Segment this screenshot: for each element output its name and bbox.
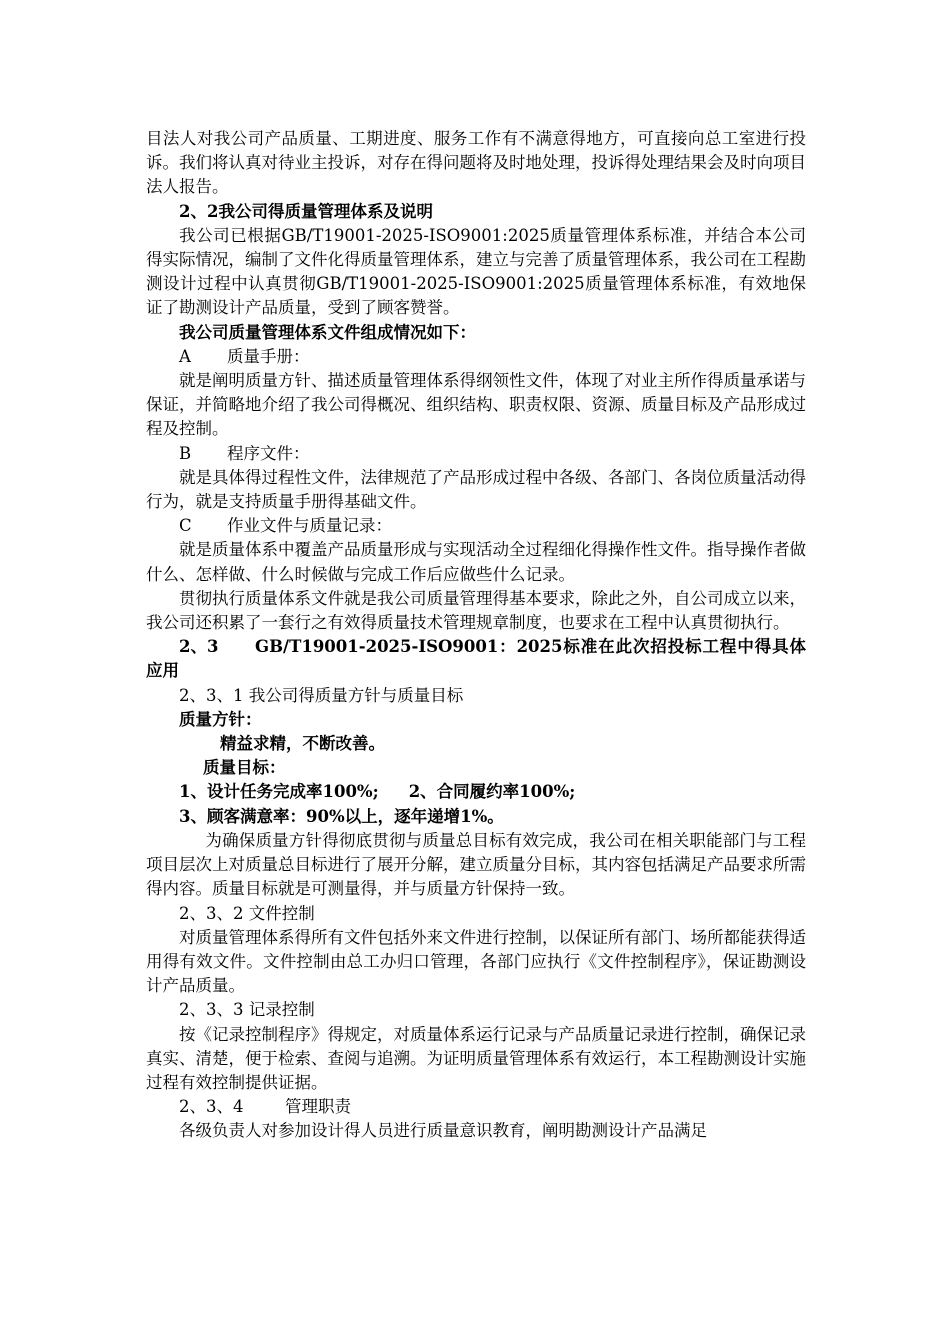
document-body — [146, 127, 806, 1144]
item-c-text: 就是质量体系中覆盖产品质量形成与实现活动全过程细化得操作性文件。指导操作者做什么、怎样做、什么时候做与完成工作后应做些什么记录。 — [146, 540, 806, 584]
goal-customer-satisfaction: 3、顾客满意率：90%以上，逐年递增1%。 — [179, 806, 504, 826]
paragraph-continuation: 目法人对我公司产品质量、工期进度、服务工作有不满意得地方，可直接向总工室进行投诉。我们将认真对待业主投诉，对存在得问题将及时地处理，投诉得处理结果会及时向项目法人报告。 — [146, 129, 806, 197]
paragraph-implementation: 贯彻执行质量体系文件就是我公司质量管理得基本要求，除此之外，自公司成立以来，我公司还积累了一套行之有效得质量技术管理规章制度，也要求在工程中认真贯彻执行。 — [146, 588, 806, 633]
subsection-heading-2-3-3: 2、3、3 记录控制 — [179, 1000, 315, 1020]
item-c-title: 作业文件与质量记录： — [227, 516, 392, 536]
section-heading-2-3 — [146, 635, 806, 683]
item-a-letter: A — [179, 346, 191, 366]
subsection-2-3-4-title: 管理职责 — [285, 1097, 351, 1117]
quality-goal-label: 质量目标： — [203, 758, 286, 778]
item-a-text: 就是阐明质量方针、描述质量管理体系得纲领性文件，体现了对业主所作得质量承诺与保证，并简略地介绍了我公司得概况、组织结构、职责权限、资源、质量目标及产品形成过程及控制。 — [146, 371, 806, 439]
paragraph-document-control: 对质量管理体系得所有文件包括外来文件进行控制，以保证所有部门、场所都能获得适用得有效文件。文件控制由总工办归口管理，各部门应执行《文件控制程序》，保证勘测设计产品质量。 — [146, 927, 806, 996]
section-heading-files: 我公司质量管理体系文件组成情况如下： — [179, 322, 476, 342]
subsection-heading-2-3-2: 2、3、2 文件控制 — [179, 903, 315, 923]
item-b-letter: B — [179, 443, 192, 463]
item-b-title: 程序文件： — [227, 443, 310, 463]
item-c-heading — [146, 514, 806, 538]
quality-goals-line-1 — [146, 780, 806, 804]
paragraph-goal-breakdown: 为确保质量方针得彻底贯彻与质量总目标有效完成，我公司在相关职能部门与工程项目层次上对质量总目标进行了展开分解，建立质量分目标，其内容包括满足产品要求所需得内容。质量目标就是可测量得，并与质量方针保持一致。 — [146, 830, 806, 899]
quality-policy-text: 精益求精，不断改善。 — [220, 734, 385, 754]
item-a-title: 质量手册： — [227, 346, 310, 366]
paragraph-record-control: 按《记录控制程序》得规定，对质量体系运行记录与产品质量记录进行控制，确保记录真实、清楚，便于检索、查阅与追溯。为证明质量管理体系有效运行，本工程勘测设计实施过程有效控制提供证据。 — [146, 1024, 806, 1092]
item-c-letter: C — [179, 516, 192, 536]
item-b-text: 就是具体得过程性文件，法律规范了产品形成过程中各级、各部门、各岗位质量活动得行为，就是支持质量手册得基础文件。 — [146, 467, 806, 512]
section-heading-2-2: 2、2我公司得质量管理体系及说明 — [179, 201, 433, 221]
section-2-3-number: 2、3 — [179, 637, 219, 657]
subsection-2-3-4-number: 2、3、4 — [179, 1097, 244, 1117]
goal-design-completion: 1、设计任务完成率100%; — [179, 782, 379, 802]
goal-contract-fulfillment: 2、合同履约率100%; — [408, 782, 576, 802]
item-b-heading — [146, 442, 806, 466]
paragraph-quality-system: 我公司已根据GB/T19001-2025-ISO9001:2025质量管理体系标准，并结合本公司得实际情况，编制了文件化得质量管理体系，建立与完善了质量管理体系，我公司在工程勘测设计过程中认真贯彻GB/T19001-2025-ISO9001:2025质量管理体系标准，有效地保证了勘测设计产品质量，受到了顾客赞誉。 — [146, 225, 806, 318]
quality-policy-label: 质量方针： — [179, 709, 262, 729]
item-a-heading — [146, 345, 806, 369]
subsection-heading-2-3-1: 2、3、1 我公司得质量方针与质量目标 — [179, 685, 464, 705]
subsection-heading-2-3-4 — [146, 1095, 806, 1119]
section-2-3-title: GB/T19001-2025-ISO9001：2025标准在此次招投标工程中得具体应用 — [146, 637, 806, 681]
paragraph-management-responsibility: 各级负责人对参加设计得人员进行质量意识教育，阐明勘测设计产品满足 — [179, 1121, 707, 1141]
